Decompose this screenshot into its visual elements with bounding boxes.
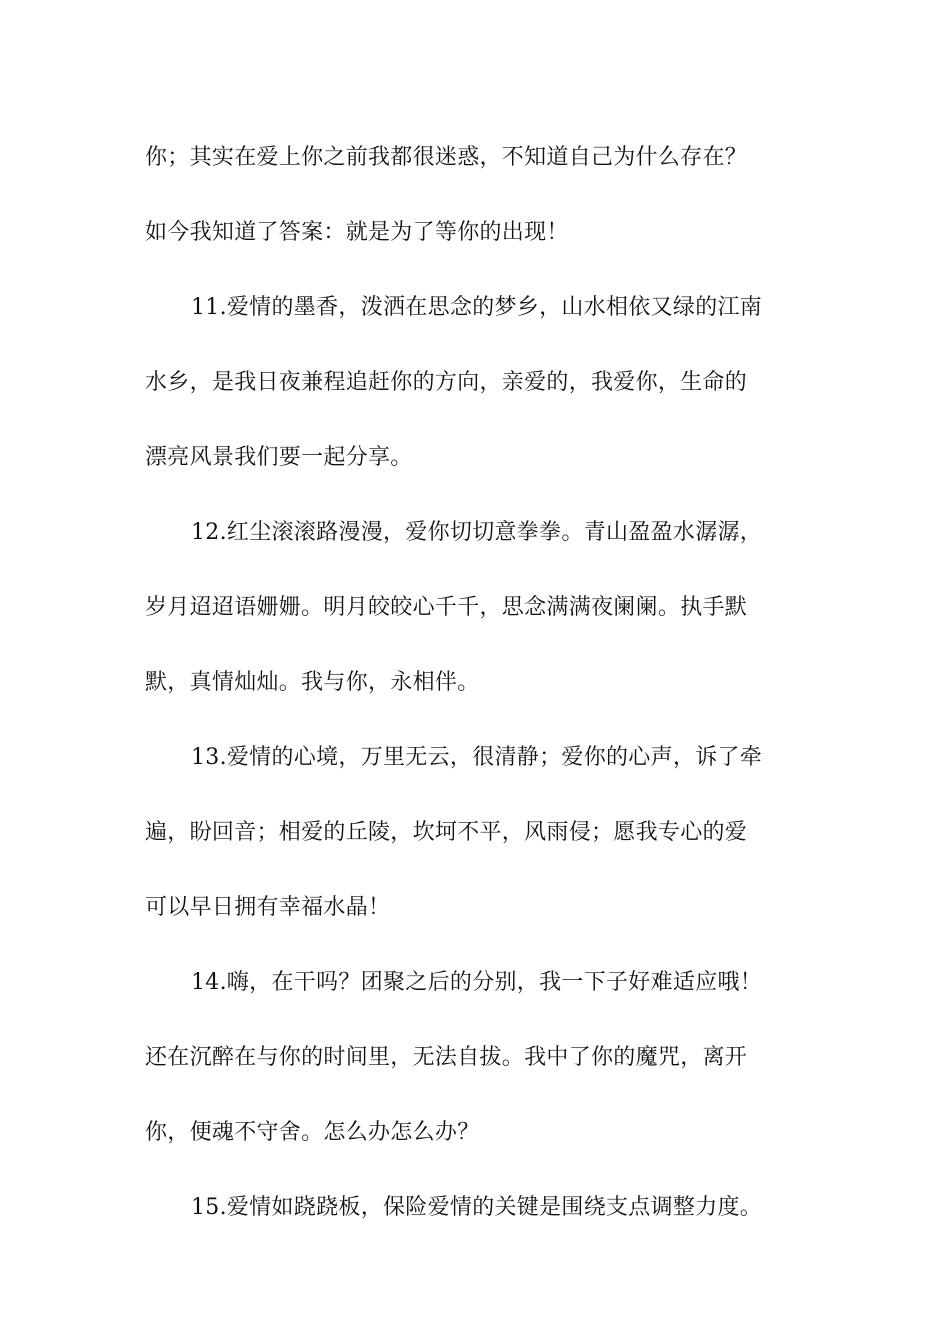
paragraph-15-line-1: 15.爱情如跷跷板，保险爱情的关键是围绕支点调整力度。 [191, 1195, 763, 1220]
text-line: 漂亮风景我们要一起分享。 [145, 445, 413, 470]
body-text [145, 120, 810, 1245]
text-line: 默，真情灿灿。我与你，永相伴。 [145, 670, 480, 695]
text-line: 岁月迢迢语姗姗。明月皎皎心千千，思念满满夜阑阑。执手默 [145, 595, 748, 620]
text-line: 如今我知道了答案：就是为了等你的出现！ [145, 220, 569, 245]
text-line: 可以早日拥有幸福水晶！ [145, 895, 391, 920]
paragraph-12-line-1: 12.红尘滚滚路漫漫，爱你切切意拳拳。青山盈盈水潺潺， [191, 520, 763, 545]
paragraph-14-line-1: 14.嗨，在干吗？团聚之后的分别，我一下子好难适应哦！ [191, 970, 763, 995]
paragraph-13-line-1: 13.爱情的心境，万里无云，很清静；爱你的心声，诉了牵 [191, 745, 763, 770]
text-line: 遍，盼回音；相爱的丘陵，坎坷不平，风雨侵；愿我专心的爱 [145, 820, 748, 845]
text-line: 你，便魂不守舍。怎么办怎么办？ [145, 1120, 480, 1145]
text-line: 还在沉醉在与你的时间里，无法自拔。我中了你的魔咒，离开 [145, 1045, 748, 1070]
text-line: 水乡，是我日夜兼程追赶你的方向，亲爱的，我爱你，生命的 [145, 370, 748, 395]
paragraph-11-line-1: 11.爱情的墨香，泼洒在思念的梦乡，山水相依又绿的江南 [191, 295, 763, 320]
text-line: 你；其实在爱上你之前我都很迷惑，不知道自己为什么存在？ [145, 145, 748, 170]
